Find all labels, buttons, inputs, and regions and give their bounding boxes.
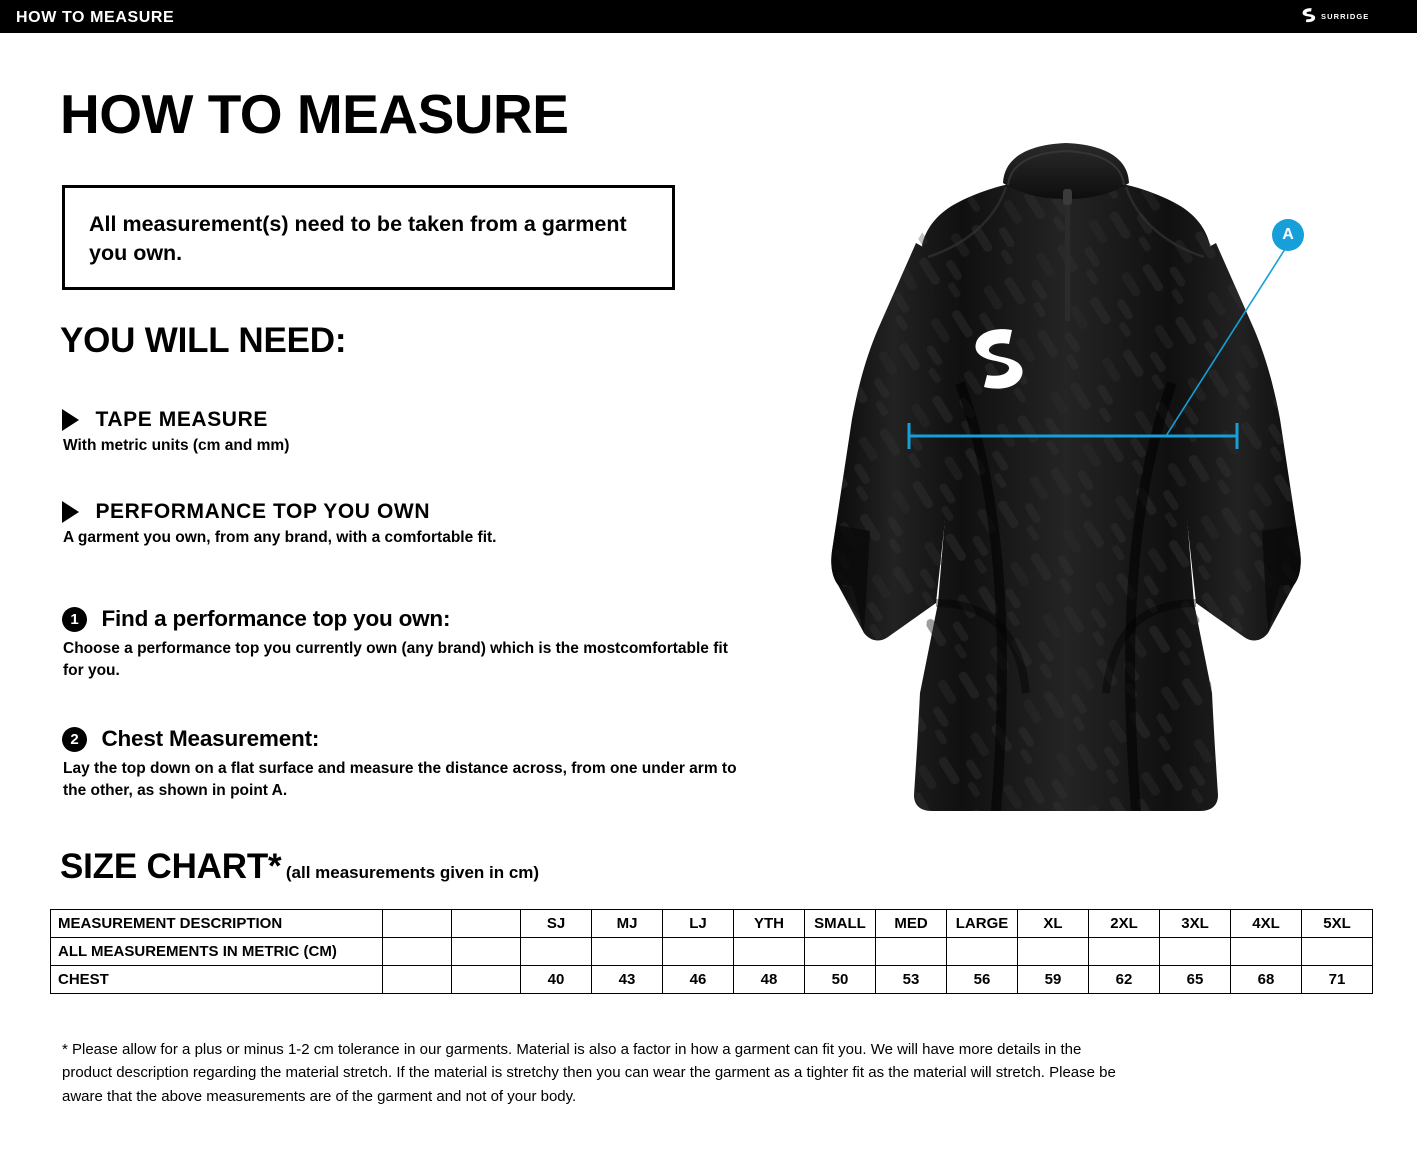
- need-item-performance-top: [62, 500, 496, 547]
- row-label-chest: CHEST: [51, 966, 383, 994]
- size-chart-note: (all measurements given in cm): [285, 863, 540, 882]
- column-header-blank-1: [383, 910, 452, 938]
- step-title: Chest Measurement:: [101, 726, 320, 751]
- you-will-need-heading: YOU WILL NEED:: [60, 321, 347, 360]
- page-content: [0, 33, 1417, 1155]
- cell: [1018, 938, 1089, 966]
- brand-logo: [1292, 0, 1417, 33]
- cell: [1302, 938, 1373, 966]
- callout-badge-a: A: [1272, 219, 1304, 251]
- column-header-blank-2: [452, 910, 521, 938]
- brand-name: SURRIDGE: [1321, 12, 1370, 21]
- column-header-mj: MJ: [592, 910, 663, 938]
- step-number-badge: 2: [62, 727, 87, 752]
- cell-chest-2xl: 62: [1089, 966, 1160, 994]
- garment-left-cuff: [831, 525, 870, 633]
- column-header-5xl: 5XL: [1302, 910, 1373, 938]
- cell-chest-small: 50: [805, 966, 876, 994]
- cell-chest-med: 53: [876, 966, 947, 994]
- cell-chest-sj: 40: [521, 966, 592, 994]
- need-item-label: TAPE MEASURE: [95, 408, 268, 431]
- need-item-tape-measure: [62, 408, 289, 455]
- cell-chest-mj: 43: [592, 966, 663, 994]
- cell-chest-5xl: 71: [1302, 966, 1373, 994]
- table-header-row: [51, 910, 1373, 938]
- cell: [452, 966, 521, 994]
- column-header-small: SMALL: [805, 910, 876, 938]
- need-item-label: PERFORMANCE TOP YOU OWN: [95, 500, 431, 523]
- step-title: Find a performance top you own:: [101, 606, 451, 631]
- cell-chest-large: 56: [947, 966, 1018, 994]
- column-header-3xl: 3XL: [1160, 910, 1231, 938]
- cell: [452, 938, 521, 966]
- step-number-badge: 1: [62, 607, 87, 632]
- cell-chest-yth: 48: [734, 966, 805, 994]
- cell: [383, 938, 452, 966]
- cell: [663, 938, 734, 966]
- triangle-bullet-icon: [62, 501, 79, 523]
- column-header-med: MED: [876, 910, 947, 938]
- column-header-xl: XL: [1018, 910, 1089, 938]
- cell: [805, 938, 876, 966]
- cell: [1231, 938, 1302, 966]
- column-header-description: MEASUREMENT DESCRIPTION: [51, 910, 383, 938]
- need-item-sub: With metric units (cm and mm): [63, 437, 290, 454]
- column-header-lj: LJ: [663, 910, 734, 938]
- footnote-text: * Please allow for a plus or minus 1-2 cm tolerance in our garments. Material is also a factor in how a garment can fit you. We will have more details in the product description regarding the material stretch. If the material is stretchy then you can wear the garment as a tighter fit as the material will stretch. Please be aware that the above measurements are of the garment and not of your body.: [62, 1041, 1116, 1105]
- garment-right-cuff: [1262, 525, 1301, 633]
- cell: [1160, 938, 1231, 966]
- column-header-2xl: 2XL: [1089, 910, 1160, 938]
- garment-zip-pull-icon: [1063, 189, 1072, 205]
- garment-zip: [1065, 191, 1070, 321]
- row-label-metric: ALL MEASUREMENTS IN METRIC (CM): [51, 938, 383, 966]
- cell-chest-3xl: 65: [1160, 966, 1231, 994]
- cell: [521, 938, 592, 966]
- column-header-4xl: 4XL: [1231, 910, 1302, 938]
- table-row: [51, 966, 1373, 994]
- column-header-sj: SJ: [521, 910, 592, 938]
- column-header-yth: YTH: [734, 910, 805, 938]
- measurement-note-text: All measurement(s) need to be taken from a garment you own.: [89, 212, 627, 266]
- size-chart-heading-wrap: [60, 847, 539, 887]
- page-title: HOW TO MEASURE: [60, 83, 569, 145]
- cell-chest-xl: 59: [1018, 966, 1089, 994]
- size-chart-heading: SIZE CHART*: [60, 847, 282, 886]
- step-body: Choose a performance top you currently own (any brand) which is the mostcomfortable fit for you.: [63, 640, 728, 680]
- need-item-sub: A garment you own, from any brand, with a comfortable fit.: [63, 529, 497, 546]
- triangle-bullet-icon: [62, 409, 79, 431]
- step-1: [62, 606, 742, 683]
- cell-chest-4xl: 68: [1231, 966, 1302, 994]
- table-row: [51, 938, 1373, 966]
- cell: [947, 938, 1018, 966]
- top-bar-title: HOW TO MEASURE: [16, 9, 175, 26]
- top-bar: [0, 0, 1417, 33]
- cell: [1089, 938, 1160, 966]
- step-2: [62, 726, 762, 803]
- surridge-s-logo-icon: [1300, 7, 1317, 26]
- cell: [734, 938, 805, 966]
- cell: [383, 966, 452, 994]
- column-header-large: LARGE: [947, 910, 1018, 938]
- cell-chest-lj: 46: [663, 966, 734, 994]
- cell: [592, 938, 663, 966]
- cell: [876, 938, 947, 966]
- garment-illustration: [760, 133, 1380, 833]
- step-body: Lay the top down on a flat surface and measure the distance across, from one under arm to the other, as shown in point A.: [63, 760, 737, 800]
- size-chart-table: [50, 909, 1373, 994]
- measurement-note-box: [62, 185, 675, 290]
